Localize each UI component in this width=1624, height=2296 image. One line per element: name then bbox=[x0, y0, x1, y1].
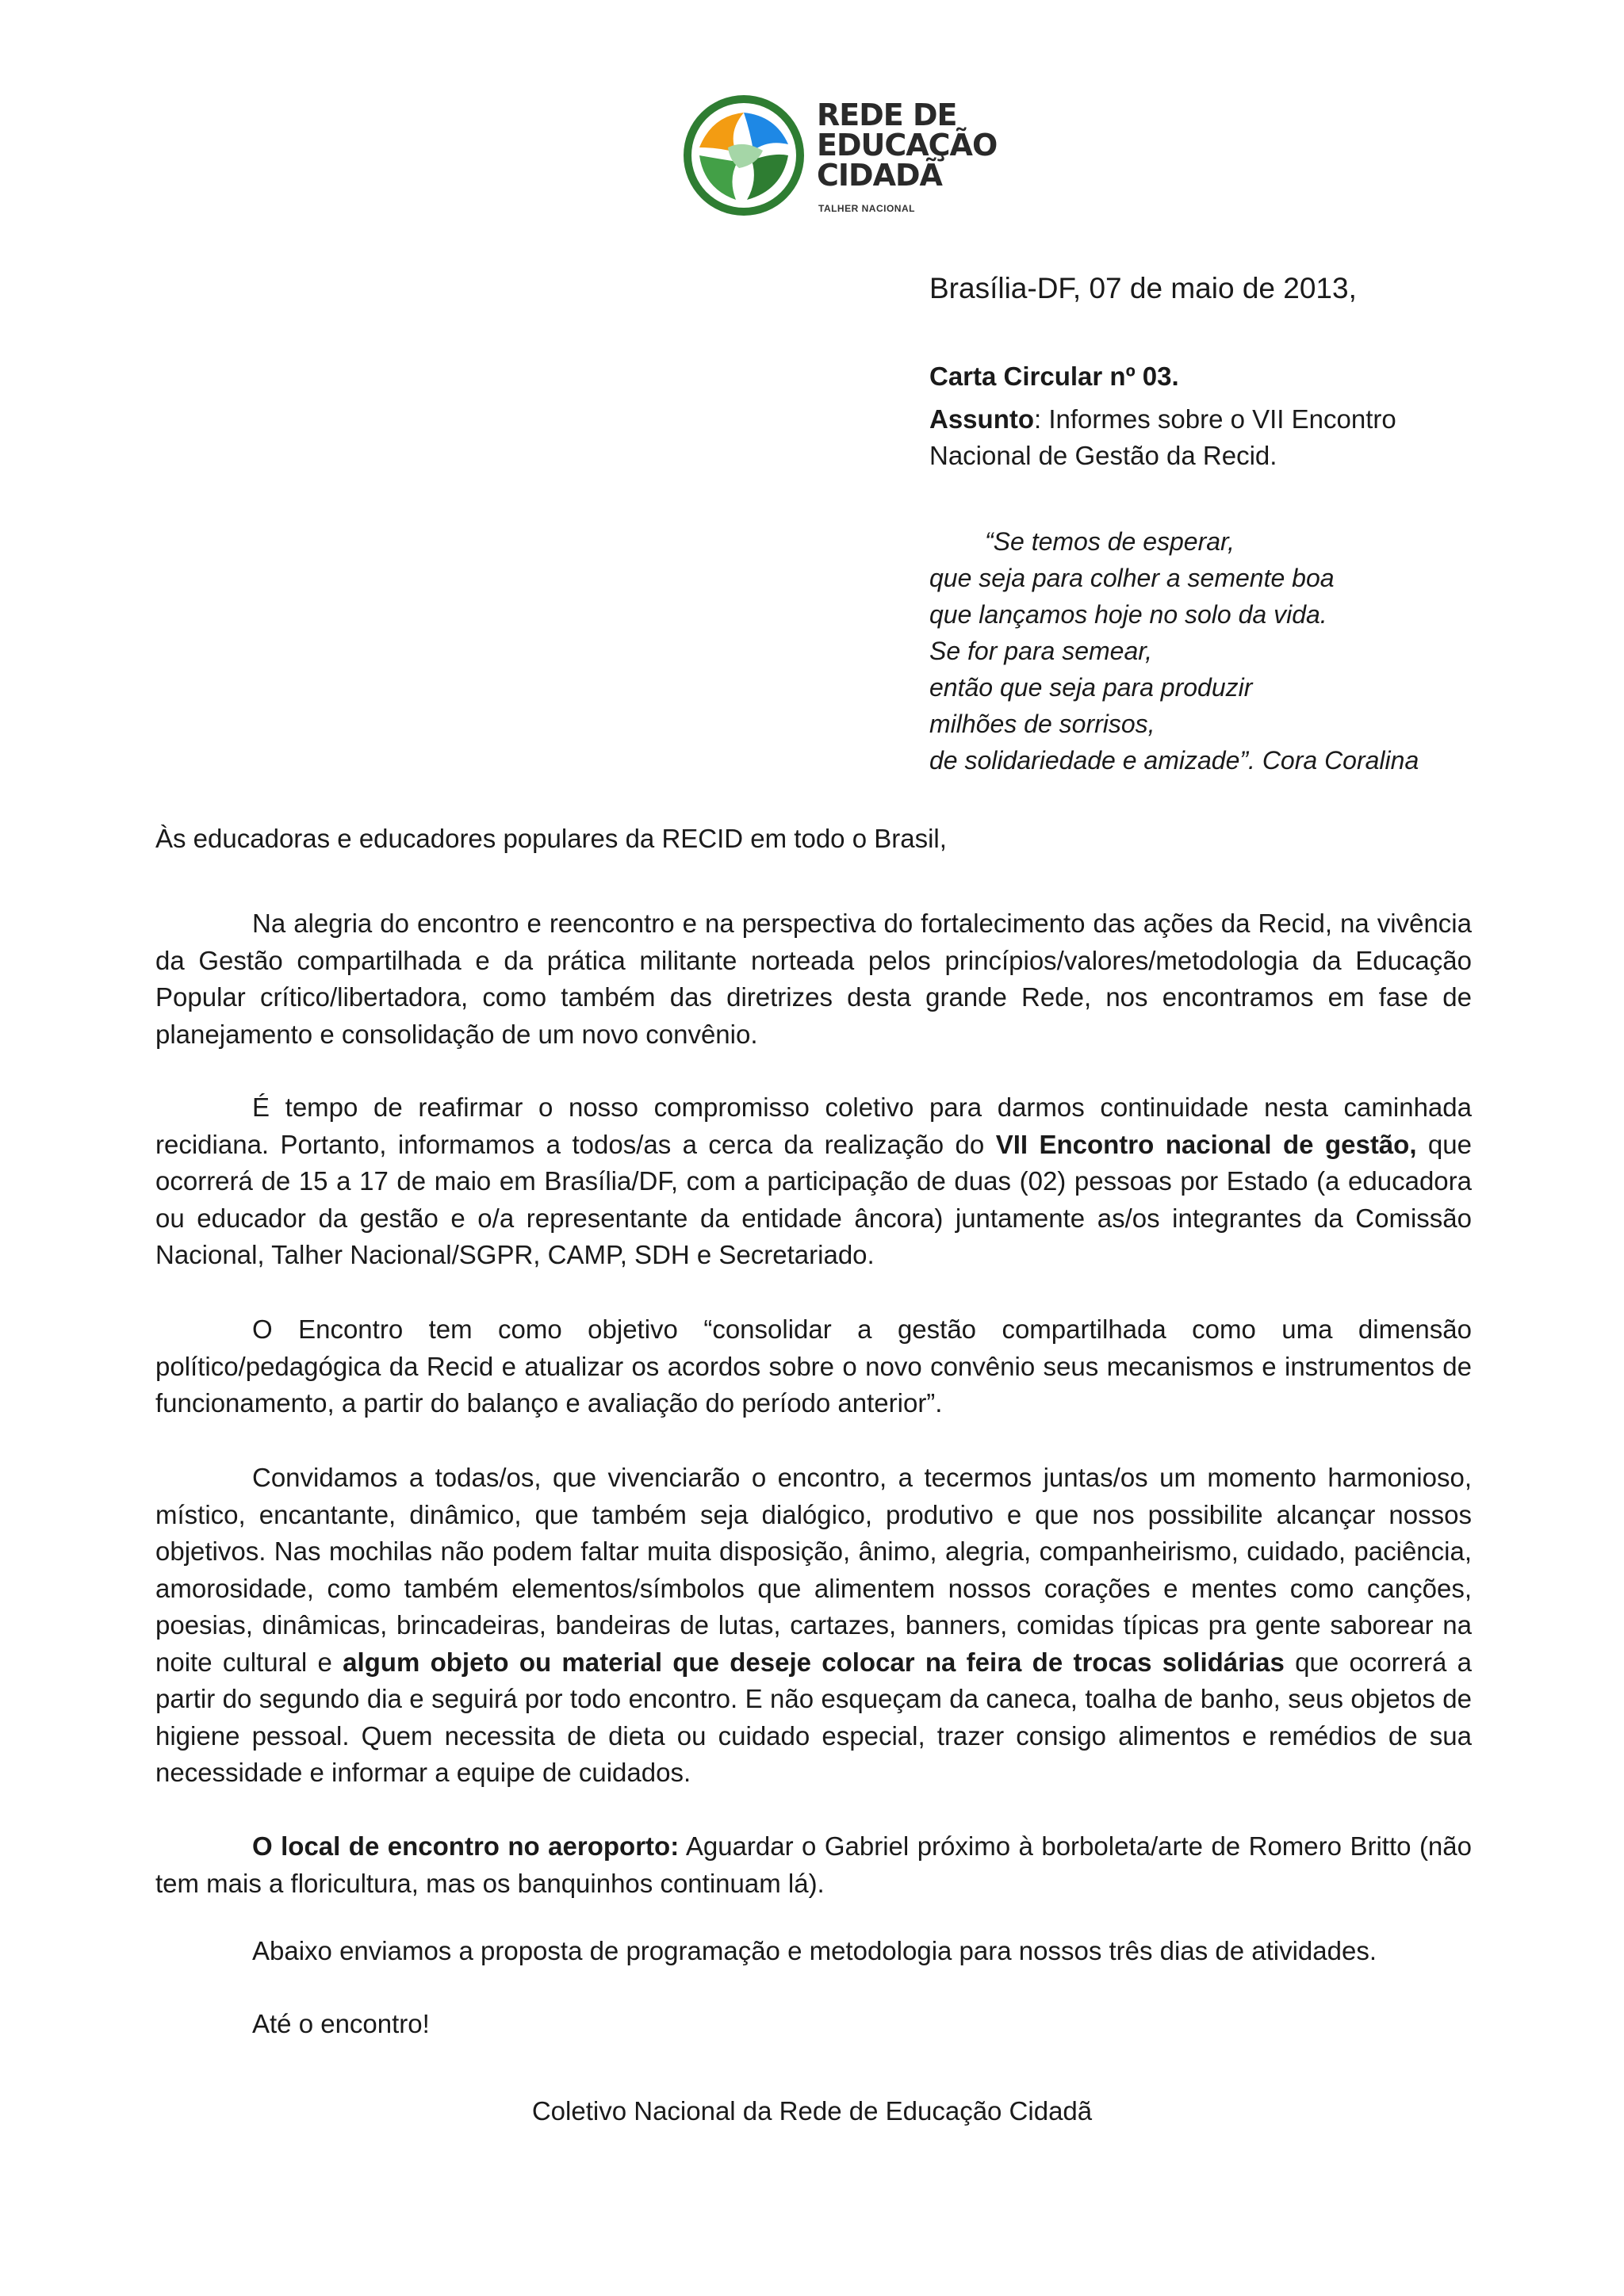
rede-logo bbox=[680, 92, 998, 227]
hands-emblem-icon bbox=[680, 92, 807, 219]
paragraph-2: É tempo de reafirmar o nosso compromisso coletivo para darmos continuidade nesta caminhada recidiana. Portanto, informamos a todos/as a cerca da realização do VII Encontro nacional de gestão, que ocorrerá de 15 a 17 de maio em Brasília/DF, com a participação de duas (02) pessoas por Estado (a educadora ou educador da gestão e o/a representante da entidade âncora) juntamente as/os integrantes da Comissão Nacional, Talher Nacional/SGPR, CAMP, SDH e Secretariado. bbox=[155, 1093, 1472, 1269]
logo-wordmark: REDE DE EDUCAÇÃO CIDADÃ bbox=[817, 98, 998, 193]
poem-line: que lançamos hoje no solo da vida. bbox=[929, 600, 1327, 629]
poem-line: milhões de sorrisos, bbox=[929, 710, 1155, 738]
letter-subject bbox=[929, 401, 1484, 474]
paragraph-7: Até o encontro! bbox=[252, 2009, 430, 2038]
paragraph-3: O Encontro tem como objetivo “consolidar a gestão compartilhada como uma dimensão político/pedagógica da Recid e atualizar os acordos sobre o novo convênio seus mecanismos e instrumentos de funcionamento, a partir do balanço e avaliação do período anterior”. bbox=[155, 1314, 1472, 1418]
poem-line: de solidariedade e amizade”. Cora Coralina bbox=[929, 746, 1419, 775]
poem-line: que seja para colher a semente boa bbox=[929, 564, 1335, 592]
bold-feira: algum objeto ou material que deseje colocar na feira de trocas solidárias bbox=[343, 1647, 1285, 1677]
bold-encontro: VII Encontro nacional de gestão, bbox=[995, 1129, 1417, 1159]
paragraph-4: Convidamos a todas/os, que vivenciarão o encontro, a tecermos juntas/os um momento harmonioso, místico, encantante, dinâmico, que também seja dialógico, produtivo e que nos possibilite alcançar nossos objetivos. Nas mochilas não podem faltar muita disposição, ânimo, alegria, companheirismo, cuidado, paciência, amorosidade, como também elementos/símbolos que alimentem nossos corações e mentes como canções, poesias, dinâmicas, brincadeiras, bandeiras de lutas, cartazes, banners, comidas típicas pra gente saborear na noite cultural e algum objeto ou material que deseje colocar na feira de trocas solidárias que ocorrerá a partir do segundo dia e seguirá por todo encontro. E não esqueçam da caneca, toalha de banho, seus objetos de higiene pessoal. Quem necessita de dieta ou cuidado especial, trazer consigo alimentos e remédios de sua necessidade e informar a equipe de cuidados. bbox=[155, 1463, 1472, 1787]
poem-line: “Se temos de esperar, bbox=[985, 527, 1235, 556]
paragraph-6: Abaixo enviamos a proposta de programação e metodologia para nossos três dias de atividades. bbox=[252, 1936, 1377, 1965]
bold-local: O local de encontro no aeroporto: bbox=[252, 1831, 680, 1861]
poem-line: então que seja para produzir bbox=[929, 673, 1253, 702]
subject-text: : Informes sobre o VII Encontro Nacional de Gestão da Recid. bbox=[929, 404, 1396, 470]
subject-label: Assunto bbox=[929, 404, 1034, 434]
logo-subtitle: TALHER NACIONAL bbox=[818, 203, 915, 214]
letter-number: Carta Circular nº 03. bbox=[929, 362, 1179, 391]
epigraph-poem bbox=[929, 523, 1419, 779]
letter-date: Brasília-DF, 07 de maio de 2013, bbox=[929, 272, 1357, 304]
paragraph-1: Na alegria do encontro e reencontro e na perspectiva do fortalecimento das ações da Recid, na vivência da Gestão compartilhada e da prática militante norteada pelos princípios/valores/metodologia da Educação Popular crítico/libertadora, como também das diretrizes desta grande Rede, nos encontramos em fase de planejamento e consolidação de um novo convênio. bbox=[155, 909, 1472, 1049]
poem-line: Se for para semear, bbox=[929, 637, 1153, 665]
paragraph-5: O local de encontro no aeroporto: Aguardar o Gabriel próximo à borboleta/arte de Romero Britto (não tem mais a floricultura, mas os banquinhos continuam lá). bbox=[155, 1831, 1472, 1898]
signature: Coletivo Nacional da Rede de Educação Cidadã bbox=[531, 2096, 1093, 2126]
greeting: Às educadoras e educadores populares da RECID em todo o Brasil, bbox=[155, 824, 947, 853]
